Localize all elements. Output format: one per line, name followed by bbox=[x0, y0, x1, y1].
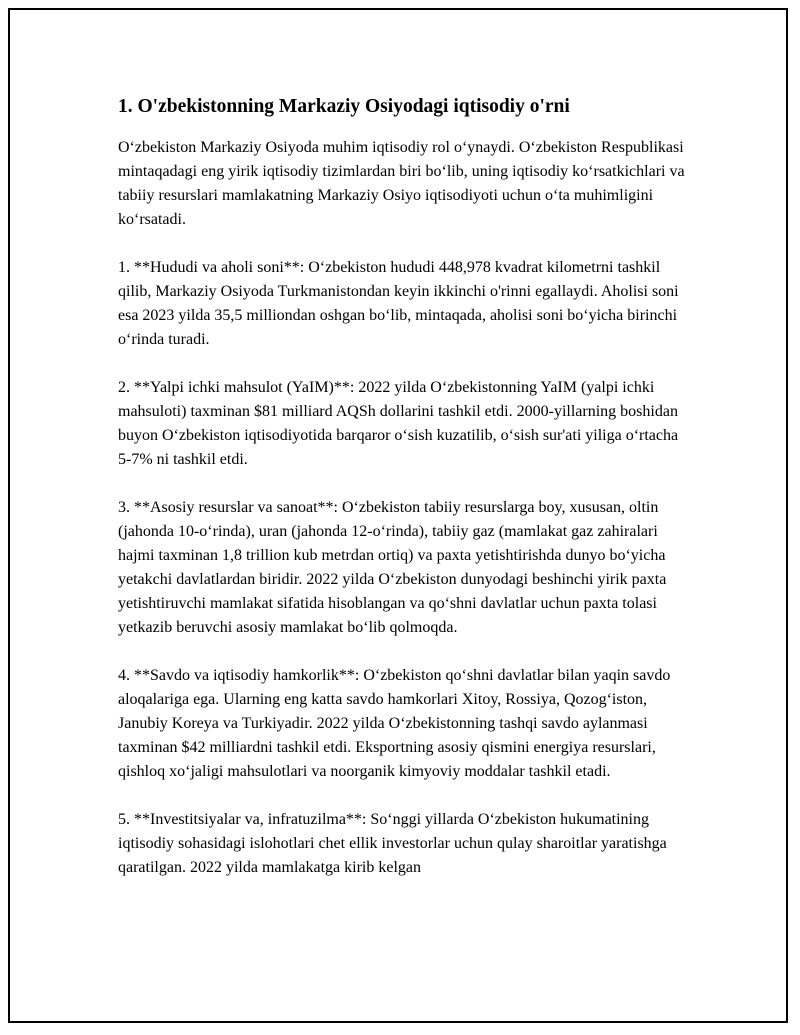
paragraph-gdp: 2. **Yalpi ichki mahsulot (YaIM)**: 2022 yilda O‘zbekistonning YaIM (yalpi ichki mahsuloti) taxminan $81 milliard AQSh dollarini tashkil etdi. 2000-yillarning boshidan buyon O‘zbekiston iqtisodiyotida barqaror o‘sish kuzatilib, o‘sish sur'ati yiliga o‘rtacha 5-7% ni tashkil etdi. bbox=[118, 379, 679, 468]
paragraph-trade-cooperation: 4. **Savdo va iqtisodiy hamkorlik**: O‘zbekiston qo‘shni davlatlar bilan yaqin savdo aloqalariga ega. Ularning eng katta savdo hamkorlari Xitoy, Rossiya, Qozog‘iston, Janubiy Koreya va Turkiyadir. 2022 yilda O‘zbekistonning tashqi savdo aylanmasi taxminan $42 milliardni tashkil etdi. Eksportning asosiy qismini energiya resurslari, qishloq xo‘jaligi mahsulotlari va noorganik kimyoviy moddalar tashkil etadi. bbox=[118, 667, 671, 780]
intro-paragraph: O‘zbekiston Markaziy Osiyoda muhim iqtisodiy rol o‘ynaydi. O‘zbekiston Respublikasi mintaqadagi eng yirik iqtisodiy tizimlardan biri bo‘lib, uning iqtisodiy ko‘rsatkichlari va tabiiy resurslari mamlakatning Markaziy Osiyo iqtisodiyoti uchun o‘ta muhimligini ko‘rsatadi. bbox=[118, 139, 685, 228]
document-title: 1. O'zbekistonning Markaziy Osiyodagi iqtisodiy o'rni bbox=[118, 96, 570, 117]
paragraph-investment-infrastructure: 5. **Investitsiyalar va, infratuzilma**: So‘nggi yillarda O‘zbekiston hukumatining iqtisodiy sohasidagi islohotlari chet ellik investorlar uchun qulay sharoitlar yaratishga qaratilgan. 2022 yilda mamlakatga kirib kelgan bbox=[118, 811, 667, 876]
paragraph-territory-population: 1. **Hududi va aholi soni**: O‘zbekiston hududi 448,978 kvadrat kilometrni tashkil qilib, Markaziy Osiyoda Turkmanistondan keyin ikkinchi o'rinni egallaydi. Aholisi soni esa 2023 yilda 35,5 milliondan oshgan bo‘lib, mintaqada, aholisi soni bo‘yicha birinchi o‘rinda turadi. bbox=[118, 259, 679, 348]
document-body bbox=[118, 94, 688, 904]
paragraph-resources-industry: 3. **Asosiy resurslar va sanoat**: O‘zbekiston tabiiy resurslarga boy, xususan, oltin (jahonda 10-o‘rinda), uran (jahonda 12-o‘rinda), tabiiy gaz (mamlakat gaz zahiralari hajmi taxminan 1,8 trillion kub metrdan ortiq) va paxta yetishtirishda dunyo bo‘yicha yetakchi davlatlardan biridir. 2022 yilda O‘zbekiston dunyodagi beshinchi yirik paxta yetishtiruvchi mamlakat sifatida hisoblangan va qo‘shni davlatlar uchun paxta tolasi yetkazib beruvchi asosiy mamlakat bo‘lib qolmoqda. bbox=[118, 499, 667, 636]
